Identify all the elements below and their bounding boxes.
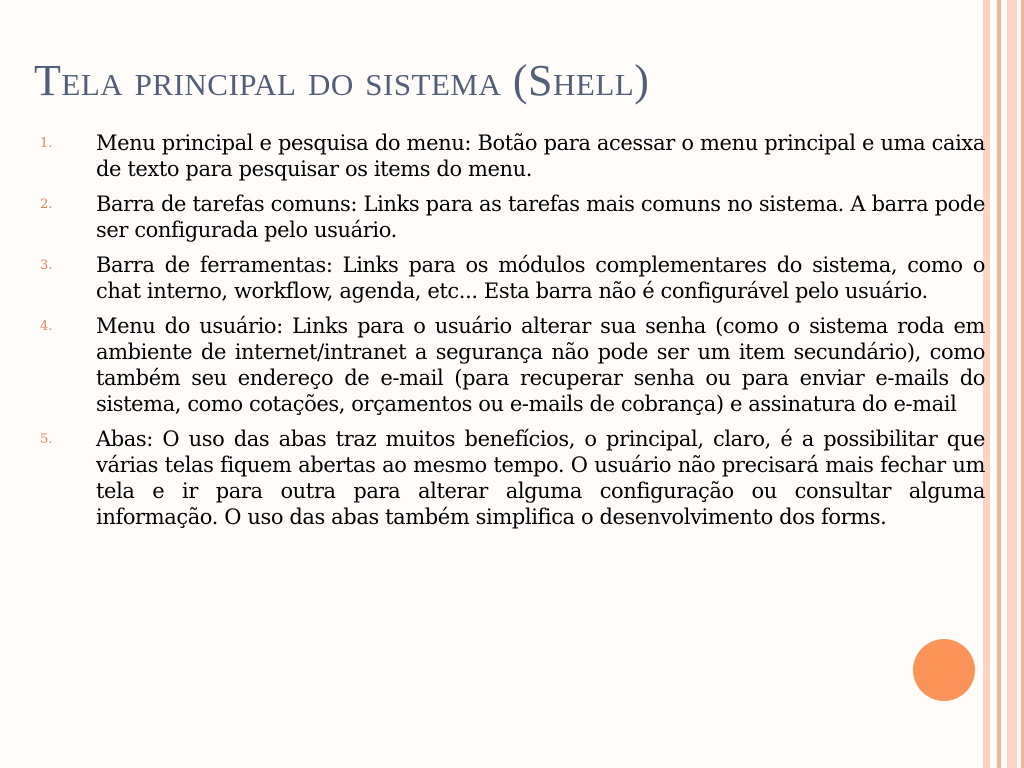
list-item [40, 313, 985, 417]
numbered-list [40, 130, 985, 539]
list-item [40, 191, 985, 243]
list-number: 1. [40, 136, 53, 151]
list-item-text: Barra de tarefas comuns: Links para as tarefas mais comuns no sistema. A barra pode ser configurada pelo usuário. [96, 192, 985, 242]
stripe [1007, 0, 1017, 768]
stripe [997, 0, 1001, 768]
orange-circle-icon [913, 639, 975, 701]
list-item [40, 252, 985, 304]
list-item [40, 426, 985, 530]
list-number: 2. [40, 197, 53, 212]
slide-title: Tela principal do sistema (Shell) [34, 56, 650, 105]
list-item-text: Menu principal e pesquisa do menu: Botão para acessar o menu principal e uma caixa de texto para pesquisar os items do menu. [96, 131, 985, 181]
list-number: 5. [40, 432, 53, 447]
list-item-text: Menu do usuário: Links para o usuário alterar sua senha (como o sistema roda em ambiente de internet/intranet a segurança não pode ser um item secundário), como também seu endereço de e-mail (para recuperar senha ou para enviar e-mails do sistema, como cotações, orçamentos ou e-mails de cobrança) e assinatura do e-mail [96, 314, 985, 416]
list-item-text: Barra de ferramentas: Links para os módulos complementares do sistema, como o chat interno, workflow, agenda, etc... Esta barra não é configurável pelo usuário. [96, 253, 985, 303]
list-item-text: Abas: O uso das abas traz muitos benefícios, o principal, claro, é a possibilitar que várias telas fiquem abertas ao mesmo tempo. O usuário não precisará mais fechar um tela e ir para outra para alterar alguma configuração ou consultar alguma informação. O uso das abas também simplifica o desenvolvimento dos forms. [96, 427, 985, 529]
list-item [40, 130, 985, 182]
list-number: 4. [40, 319, 53, 334]
decorative-stripes [980, 0, 1024, 768]
list-number: 3. [40, 258, 53, 273]
